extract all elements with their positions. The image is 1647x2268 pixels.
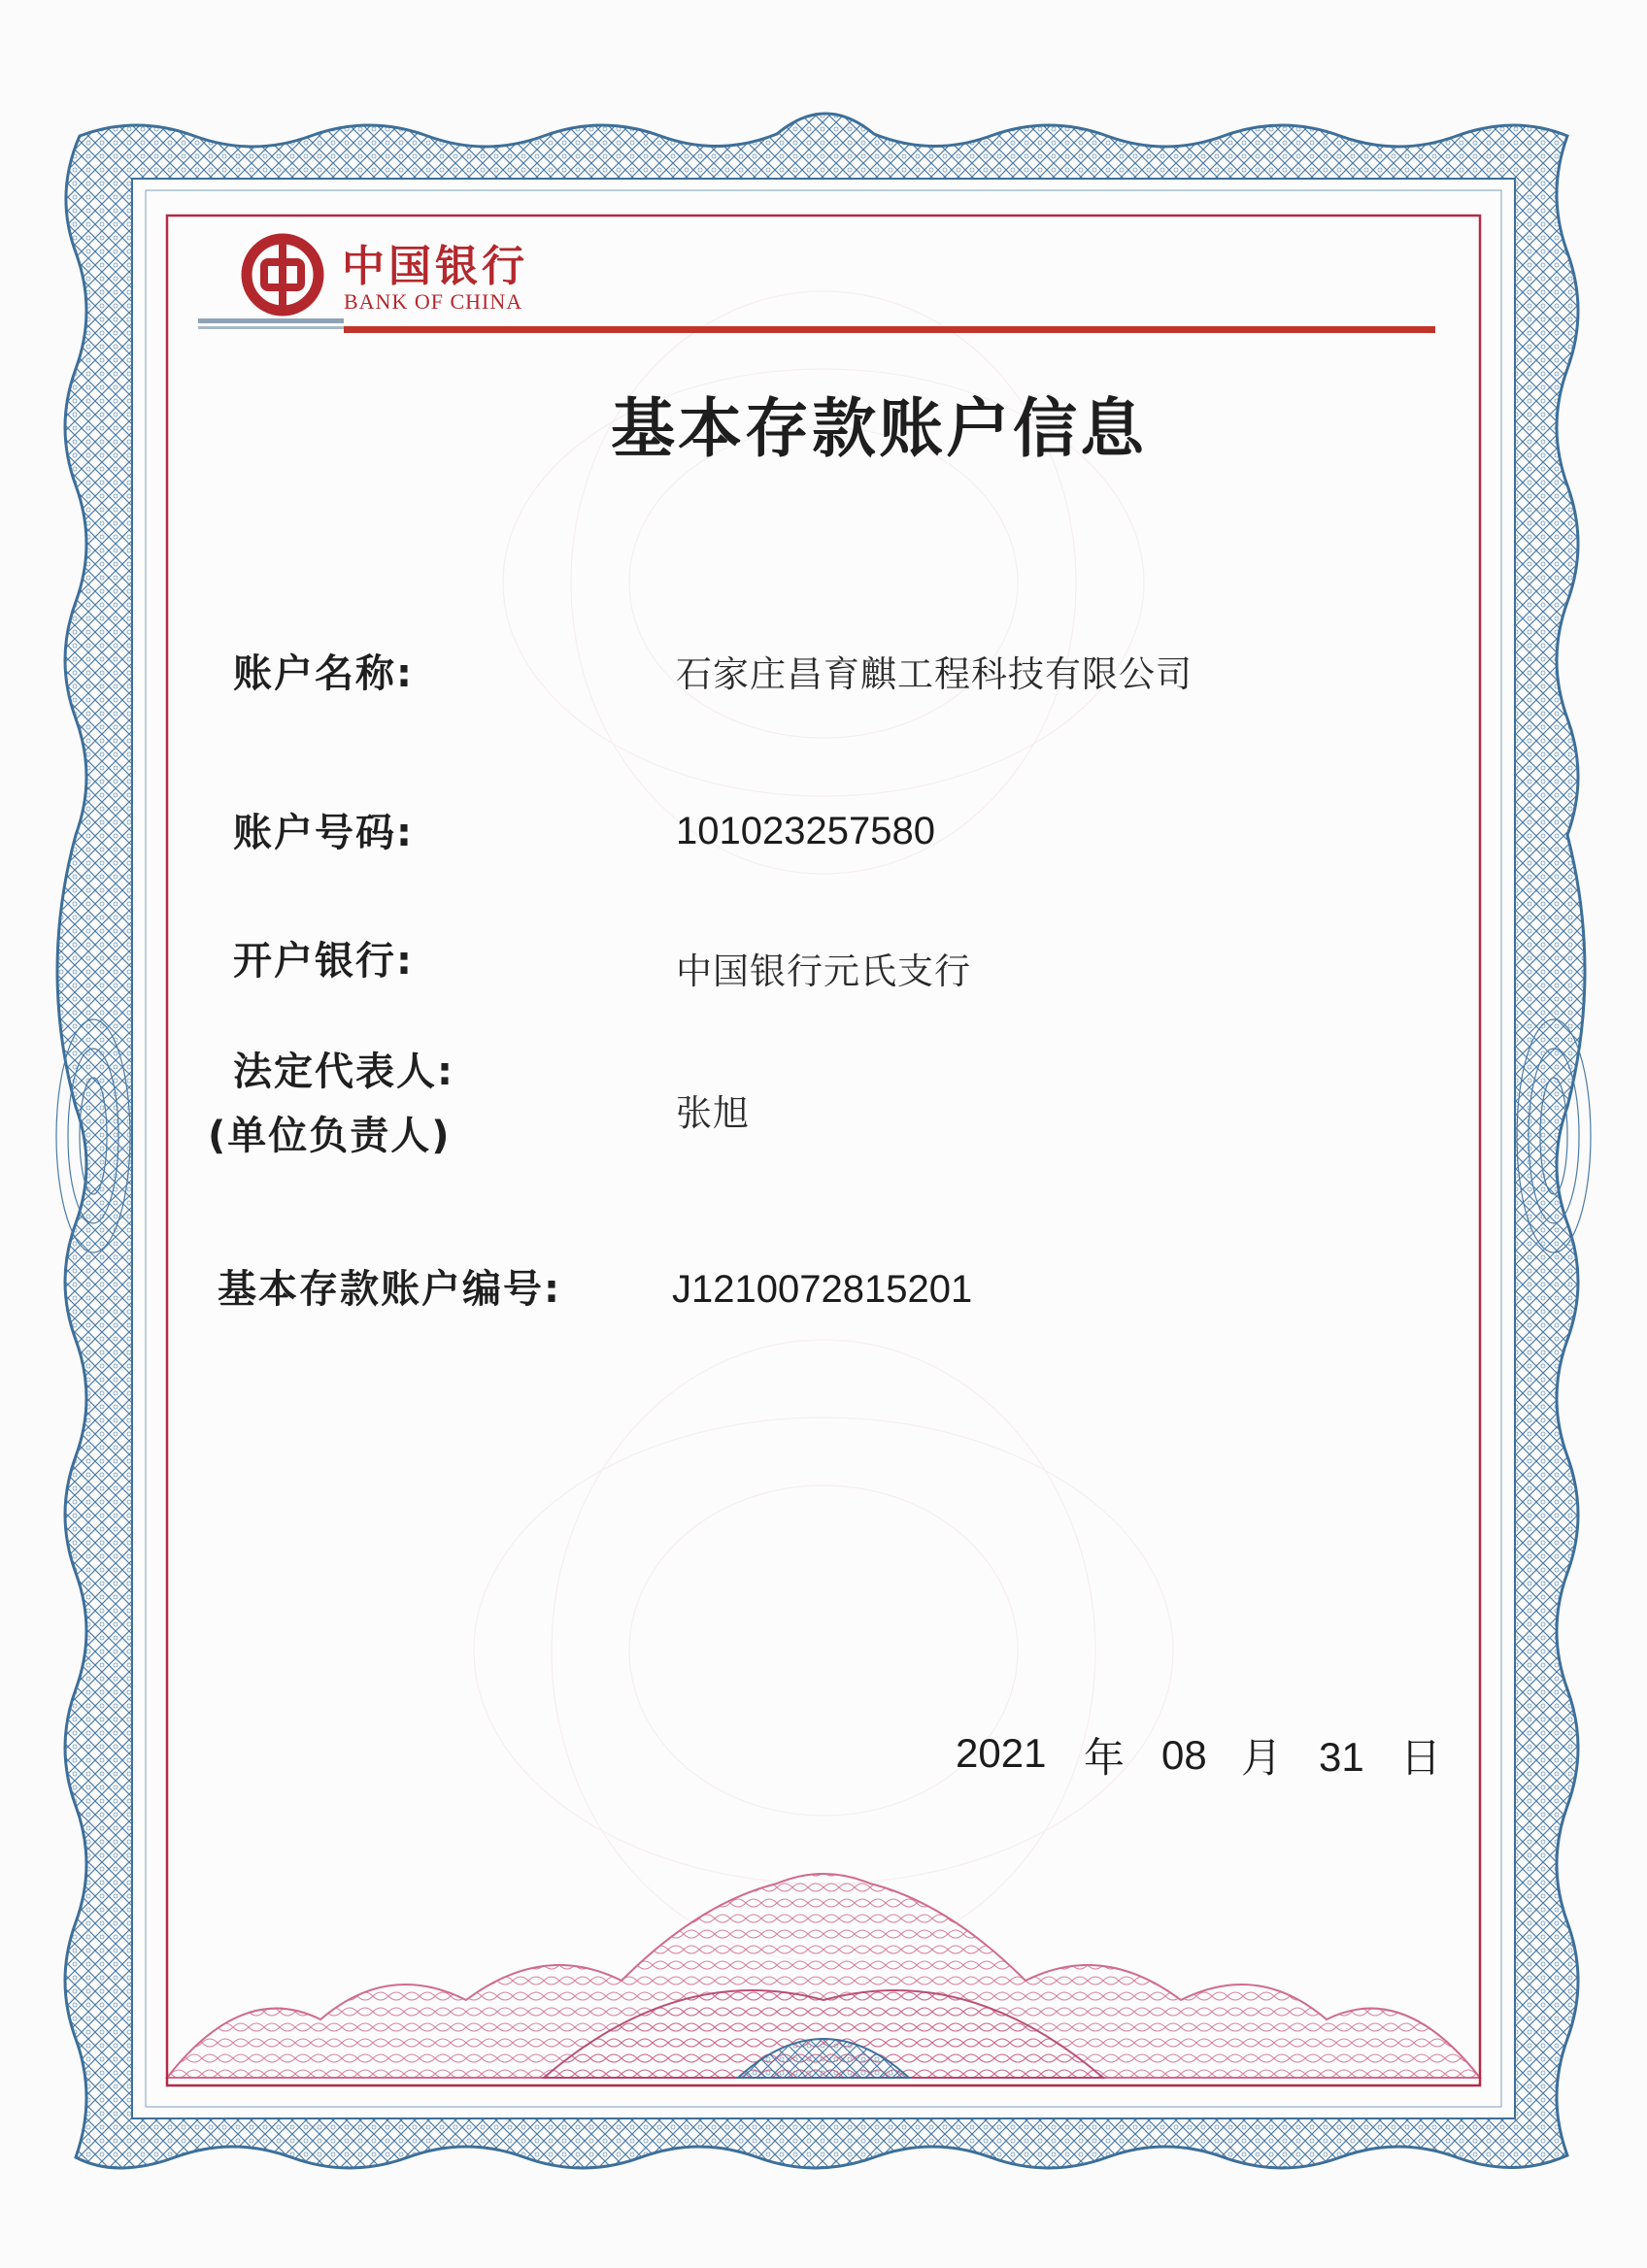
header-rule-grey: [198, 318, 344, 323]
basic-account-no-value: J1210072815201: [672, 1268, 973, 1311]
date-year: 2021: [956, 1730, 1047, 1776]
header-rule-grey-thin: [198, 326, 344, 329]
bank-label: 开户银行:: [233, 939, 414, 984]
date-day-unit: 日: [1400, 1734, 1442, 1782]
legal-rep-value: 张旭: [676, 1092, 750, 1134]
date-month-unit: 月: [1241, 1734, 1283, 1782]
account-number-value: 101023257580: [676, 810, 935, 852]
brand-name-cn: 中国银行: [342, 242, 528, 291]
legal-rep-label-line1: 法定代表人:: [233, 1050, 454, 1094]
document-title: 基本存款账户信息: [611, 391, 1147, 466]
date-day: 31: [1319, 1734, 1364, 1780]
date-month: 08: [1161, 1732, 1207, 1778]
bank-of-china-logo-icon: [241, 233, 324, 317]
basic-account-no-label: 基本存款账户编号:: [218, 1267, 561, 1312]
account-name-value: 石家庄昌育麒工程科技有限公司: [676, 653, 1193, 695]
account-number-label: 账户号码:: [233, 811, 414, 855]
legal-rep-label-line2: (单位负责人): [208, 1114, 452, 1158]
header-rule-red: [344, 326, 1435, 333]
bank-value: 中国银行元氏支行: [676, 951, 971, 992]
account-name-label: 账户名称:: [233, 651, 414, 696]
date-year-unit: 年: [1084, 1734, 1126, 1782]
brand-name-en: BANK OF CHINA: [344, 289, 523, 314]
